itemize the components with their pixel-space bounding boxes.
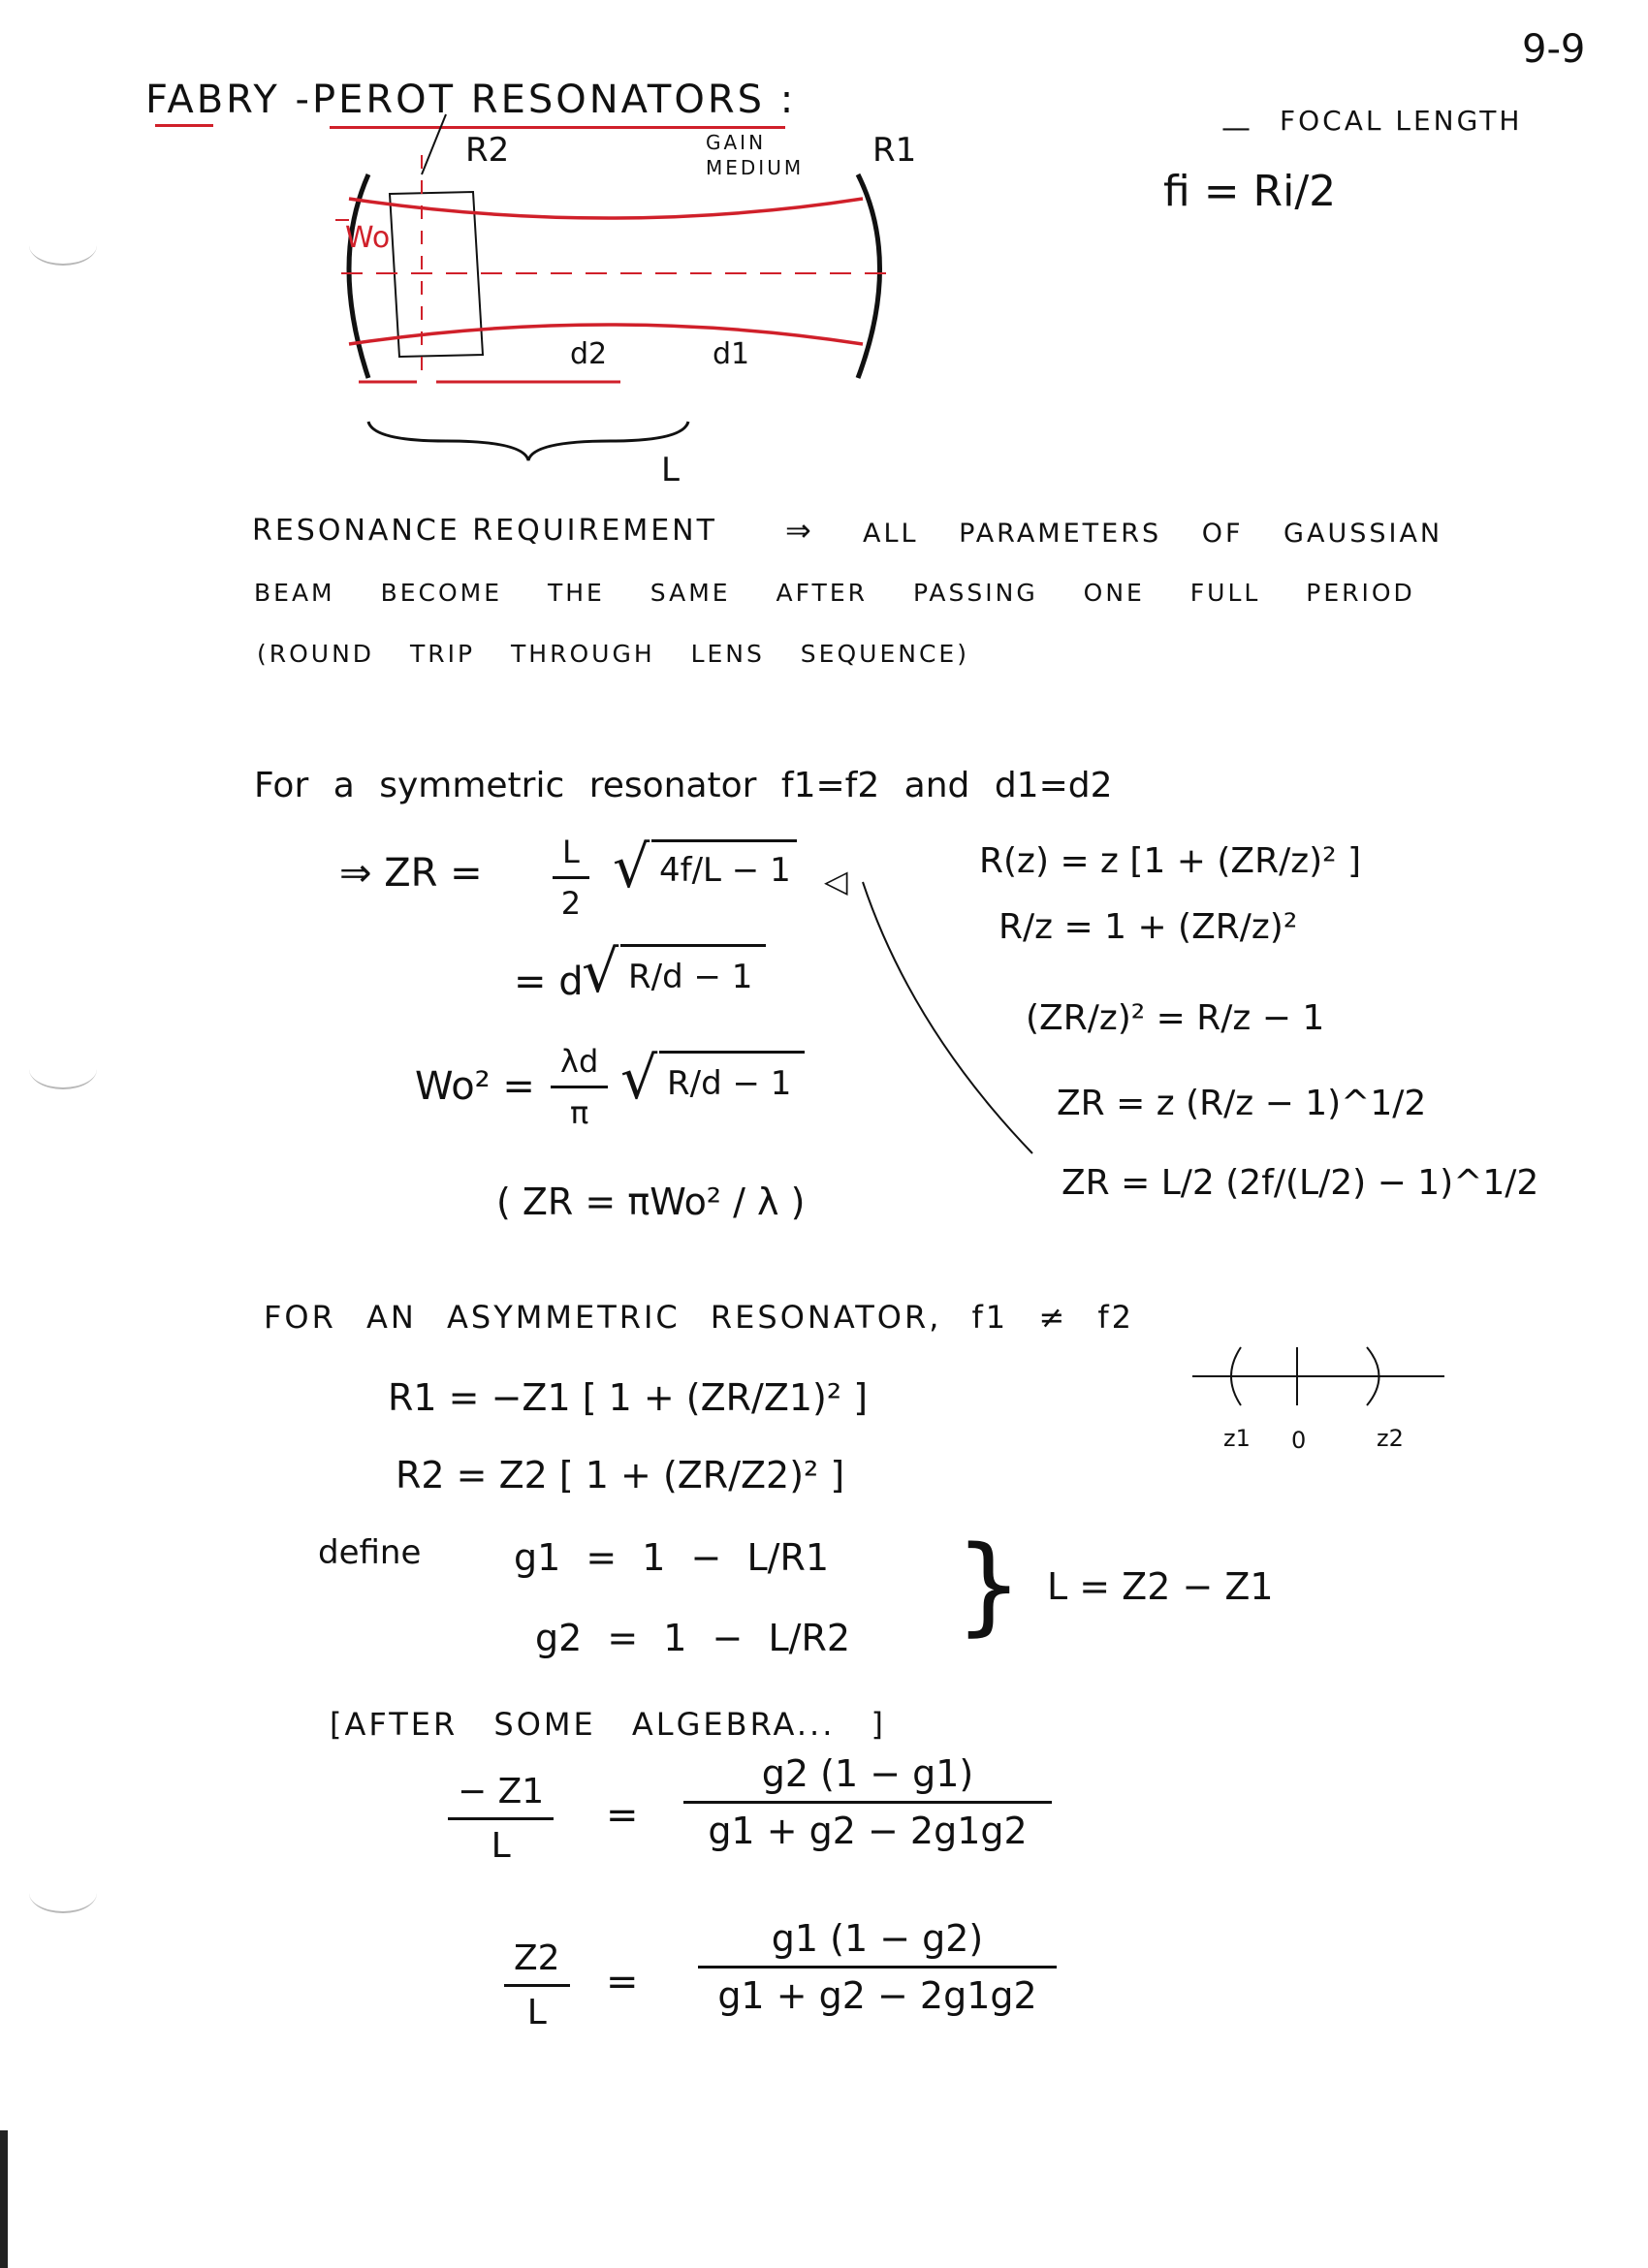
eq-zr-den: 2 xyxy=(560,885,582,922)
eq-zr-definition: ( ZR = πWo² / λ ) xyxy=(496,1181,806,1223)
eq-right-5: ZR = L/2 (2f/(L/2) − 1)^1/2 xyxy=(1062,1163,1539,1203)
z2-lhs-fraction xyxy=(504,1938,570,2032)
resonance-line-2: BEAM BECOME THE SAME AFTER PASSING ONE FULL PERIOD xyxy=(254,579,1415,607)
define-label: define xyxy=(318,1533,422,1572)
label-length: L xyxy=(661,451,680,489)
eq-zr-root: 4f/L − 1 xyxy=(659,851,791,890)
title-underline xyxy=(155,124,213,127)
z1-lhs-num: − Z1 xyxy=(448,1772,554,1820)
label-r2: R2 xyxy=(465,131,510,170)
resonance-line-3: (ROUND TRIP THROUGH LENS SEQUENCE) xyxy=(257,640,969,668)
eq-w0-lhs: Wo² = xyxy=(415,1064,535,1109)
gain-pointer xyxy=(422,114,446,174)
page-number: 9-9 xyxy=(1522,27,1586,72)
axis-label-zero: 0 xyxy=(1291,1427,1307,1454)
label-w0: Wo xyxy=(345,221,391,255)
label-d2: d2 xyxy=(570,337,608,371)
eq-r1: R1 = −Z1 [ 1 + (ZR/Z1)² ] xyxy=(388,1376,869,1419)
algebra-note: [AFTER SOME ALGEBRA... ] xyxy=(330,1706,887,1743)
z2-lhs-num: Z2 xyxy=(504,1938,570,1987)
eq-l: L = Z2 − Z1 xyxy=(1047,1565,1274,1608)
z1-rhs-den: g1 + g2 − 2g1g2 xyxy=(708,1810,1028,1852)
eq-right-2: R/z = 1 + (ZR/z)² xyxy=(998,907,1298,947)
sqrt-symbol: √ xyxy=(620,1045,658,1113)
tick-mark: ◁ xyxy=(824,863,848,899)
mirror-r1 xyxy=(858,174,880,378)
focal-length-label: FOCAL LENGTH xyxy=(1280,105,1523,137)
eq-g1: g1 = 1 − L/R1 xyxy=(514,1536,830,1579)
mirror-r2 xyxy=(349,174,368,378)
z-axis-sketch xyxy=(1183,1338,1454,1415)
z2-rhs-num: g1 (1 − g2) xyxy=(698,1917,1057,1969)
asymmetric-intro: FOR AN ASYMMETRIC RESONATOR, f1 ≠ f2 xyxy=(264,1299,1134,1336)
scan-edge xyxy=(0,2130,8,2268)
eq-r2: R2 = Z2 [ 1 + (ZR/Z2)² ] xyxy=(396,1454,845,1496)
label-r1: R1 xyxy=(872,131,917,170)
sqrt-symbol: √ xyxy=(582,938,619,1006)
punch-hole-mark xyxy=(29,1873,97,1913)
z1-lhs-fraction xyxy=(448,1772,554,1866)
resonance-line-1b: ALL PARAMETERS OF GAUSSIAN xyxy=(863,519,1443,549)
resonator-diagram xyxy=(330,107,911,494)
symmetric-intro: For a symmetric resonator f1=f2 and d1=d2 xyxy=(254,766,1113,805)
punch-hole-mark xyxy=(29,225,97,266)
eq-w0-root: R/d − 1 xyxy=(667,1064,792,1103)
focal-length-formula: fi = Ri/2 xyxy=(1163,167,1337,216)
z2-lhs-den: L xyxy=(526,1993,547,2032)
axis-label-z1: z1 xyxy=(1223,1425,1251,1452)
z2-rhs-fraction xyxy=(698,1917,1057,2017)
eq-d-root: R/d − 1 xyxy=(628,958,753,996)
eq-right-1: R(z) = z [1 + (ZR/z)² ] xyxy=(979,841,1362,881)
equals-sign: = xyxy=(606,1793,639,1838)
eq-w0-den: π xyxy=(569,1094,589,1131)
equals-sign: = xyxy=(606,1960,639,2004)
beam-upper-edge xyxy=(349,199,863,218)
z1-rhs-fraction xyxy=(683,1752,1052,1852)
eq-w0-fraction xyxy=(551,1043,608,1131)
sqrt-bar xyxy=(651,839,797,842)
z1-lhs-den: L xyxy=(491,1826,511,1866)
eq-g2: g2 = 1 − L/R2 xyxy=(535,1617,851,1659)
focal-length-pointer: — xyxy=(1221,111,1251,145)
resonance-line-1a: RESONANCE REQUIREMENT xyxy=(252,514,717,548)
length-brace xyxy=(368,422,688,460)
label-gain-medium: GAIN MEDIUM xyxy=(706,131,805,179)
page-title: FABRY -PEROT RESONATORS : xyxy=(145,78,797,122)
arrow-icon: ⇒ xyxy=(785,512,811,549)
z2-rhs-den: g1 + g2 − 2g1g2 xyxy=(717,1974,1037,2017)
eq-w0-num: λd xyxy=(551,1043,608,1088)
punch-hole-mark xyxy=(29,1049,97,1089)
eq-right-3: (ZR/z)² = R/z − 1 xyxy=(1026,998,1325,1038)
eq-d-lhs: = d xyxy=(514,960,584,1004)
label-d1: d1 xyxy=(713,337,750,371)
sqrt-bar xyxy=(620,944,766,947)
sqrt-bar xyxy=(659,1051,805,1054)
axis-label-z2: z2 xyxy=(1377,1425,1404,1452)
eq-zr-fraction xyxy=(553,834,589,922)
eq-zr-num: L xyxy=(553,834,589,879)
z1-rhs-num: g2 (1 − g1) xyxy=(683,1752,1052,1804)
eq-right-4: ZR = z (R/z − 1)^1/2 xyxy=(1057,1084,1427,1123)
eq-zr-lhs: ⇒ ZR = xyxy=(339,851,483,896)
sqrt-symbol: √ xyxy=(613,834,650,901)
brace-icon: } xyxy=(955,1523,1023,1647)
